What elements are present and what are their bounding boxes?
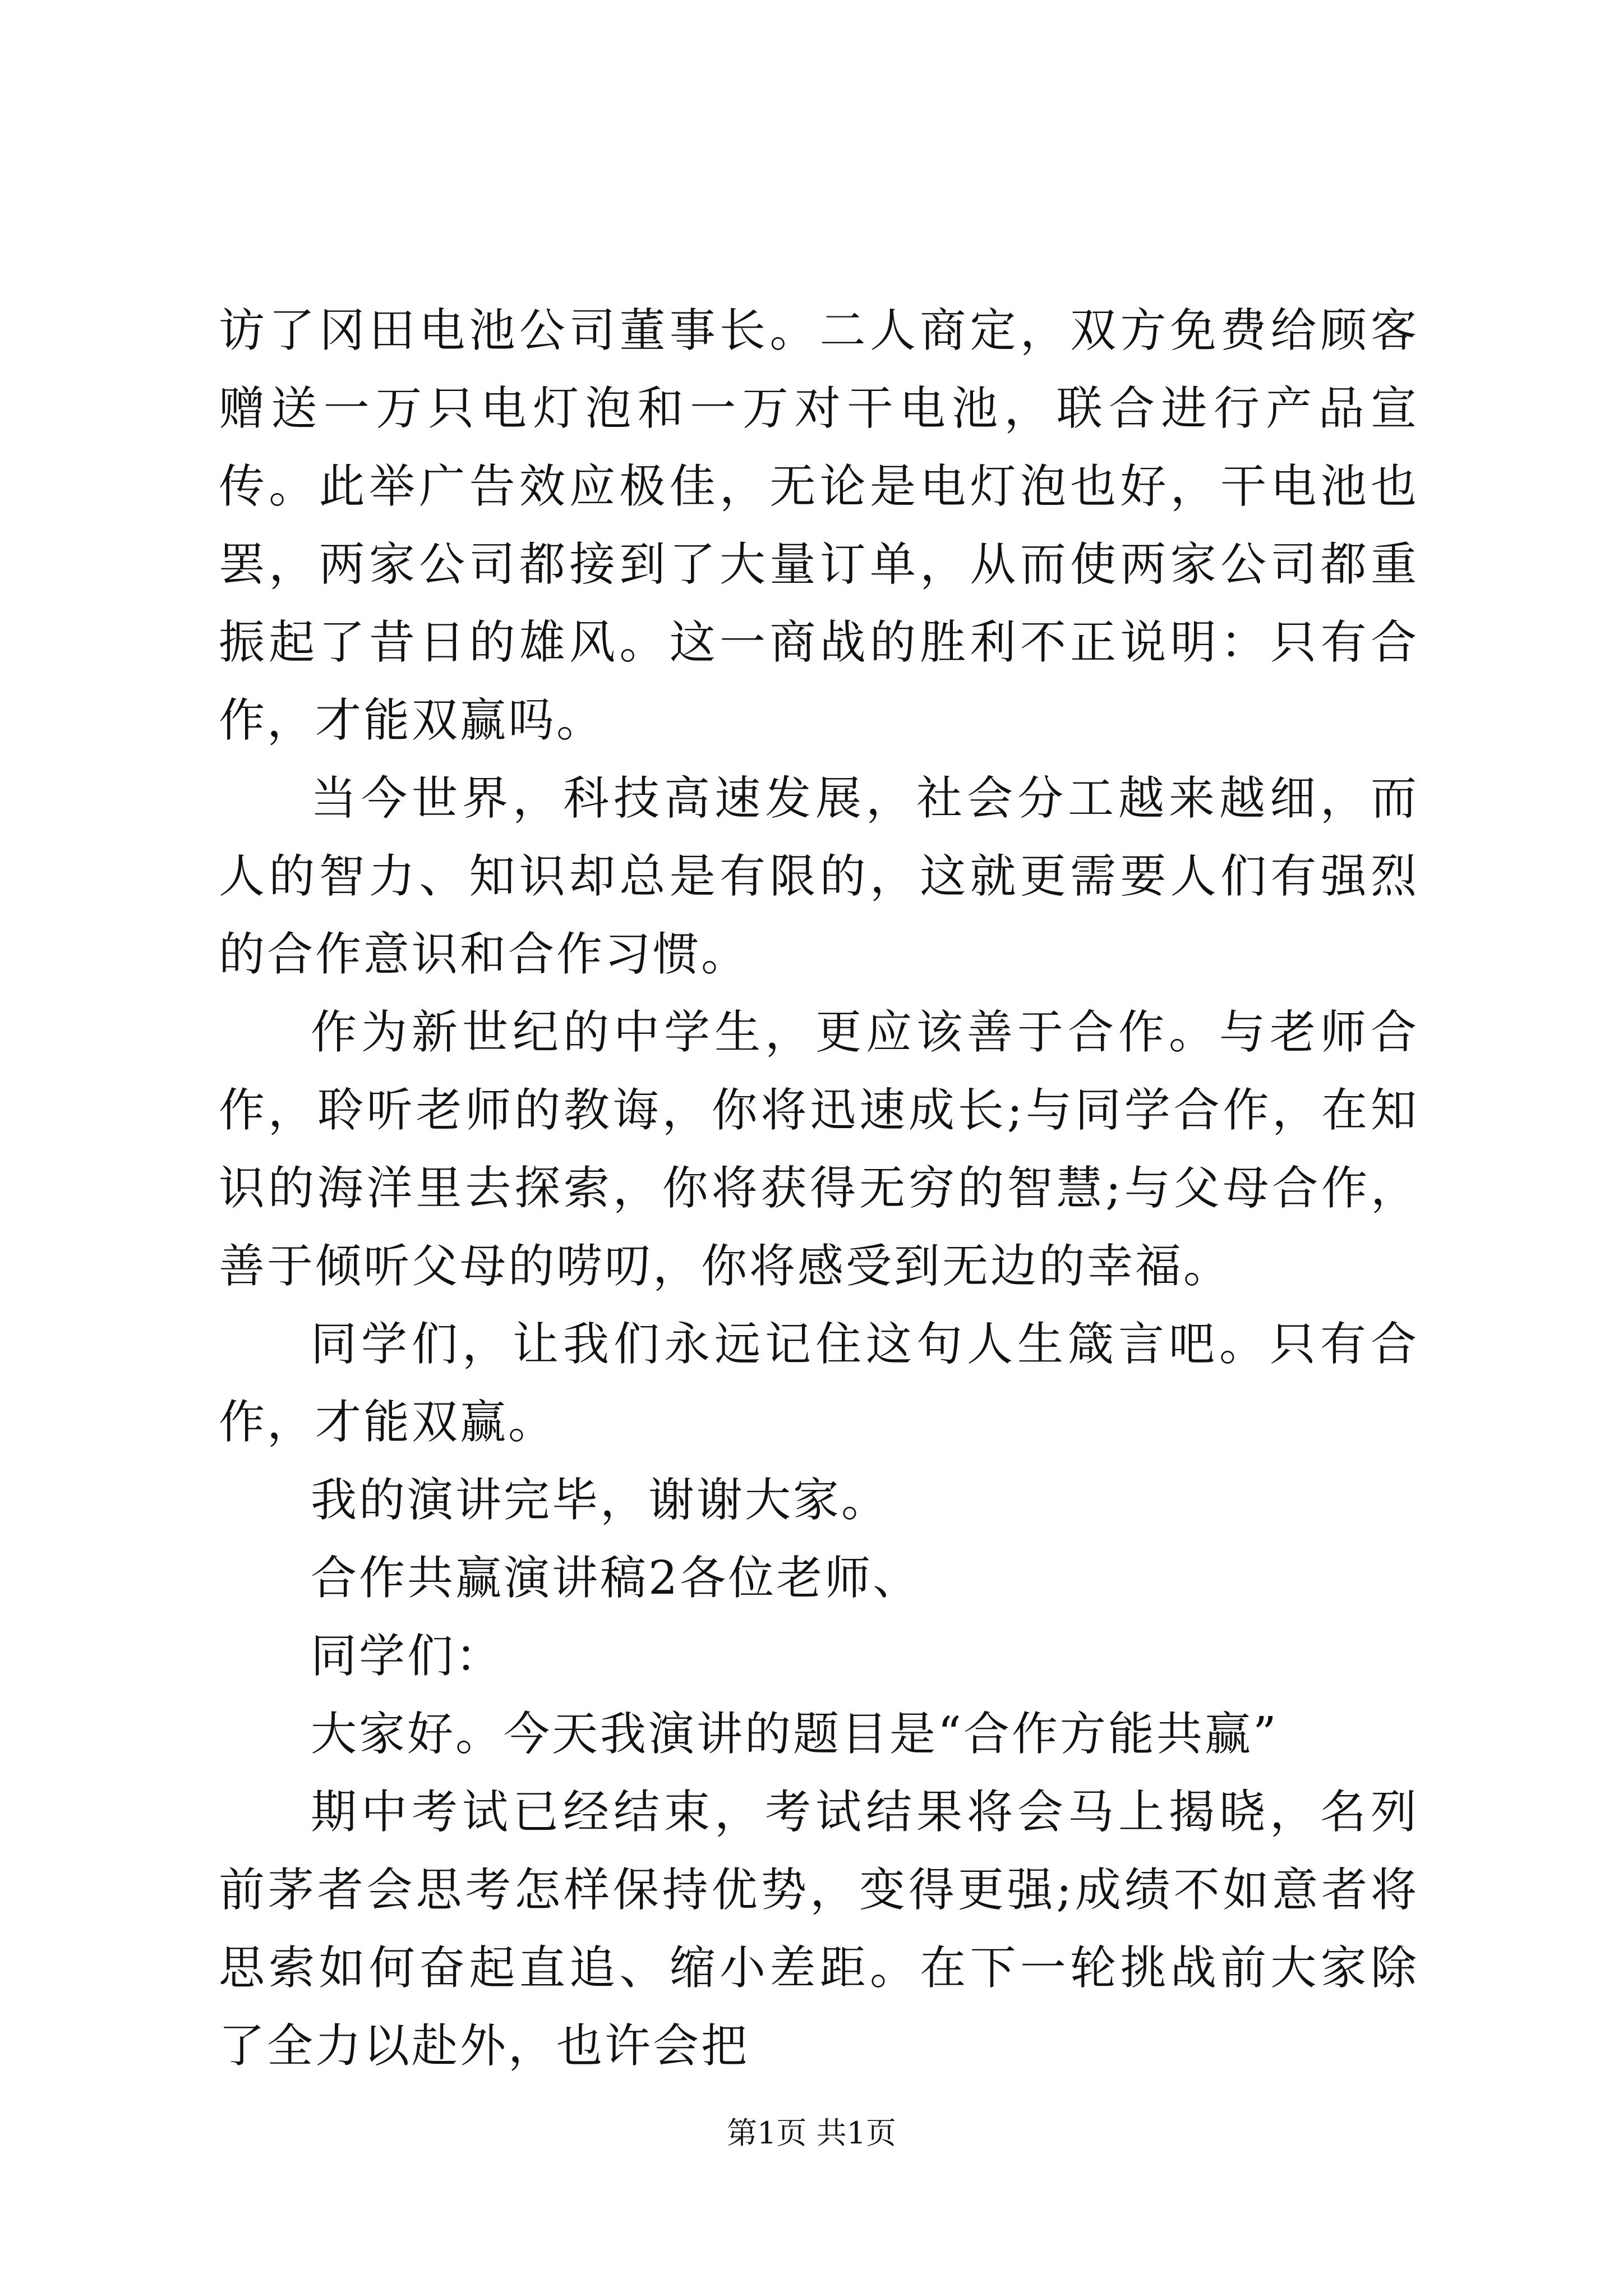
paragraph-5: 我的演讲完毕，谢谢大家。 [311,1474,890,1527]
document-body [219,292,1419,2085]
paragraph-7: 同学们： [311,1630,504,1683]
paragraph-2: 当今世界，科技高速发展，社会分工越来越细，而人的智力、知识却总是有限的，这就更需要人们有强烈的合作意识和合作习惯。 [219,772,1419,981]
paragraph-8: 大家好。今天我演讲的题目是“合作方能共赢” [311,1708,1279,1761]
page-number-label: 第1页 共1页 [727,2115,896,2151]
paragraph-4: 同学们，让我们永远记住这句人生箴言吧。只有合作，才能双赢。 [219,1318,1419,1449]
paragraph-9: 期中考试已经结束，考试结果将会马上揭晓，名列前茅者会思考怎样保持优势，变得更强;成绩不如意者将思索如何奋起直追、缩小差距。在下一轮挑战前大家除了全力以赴外，也许会把 [219,1786,1419,2073]
paragraph-1: 访了冈田电池公司董事长。二人商定，双方免费给顾客赠送一万只电灯泡和一万对干电池，联合进行产品宣传。此举广告效应极佳，无论是电灯泡也好，干电池也罢，两家公司都接到了大量订单，从而使两家公司都重振起了昔日的雄风。这一商战的胜利不正说明：只有合作，才能双赢吗。 [219,304,1419,747]
paragraph-6: 合作共赢演讲稿2各位老师、 [311,1552,921,1605]
page-footer [0,2114,1623,2153]
paragraph-3: 作为新世纪的中学生，更应该善于合作。与老师合作，聆听老师的教诲，你将迅速成长;与同学合作，在知识的海洋里去探索，你将获得无穷的智慧;与父母合作，善于倾听父母的唠叨，你将感受到无边的幸福。 [219,1006,1419,1293]
